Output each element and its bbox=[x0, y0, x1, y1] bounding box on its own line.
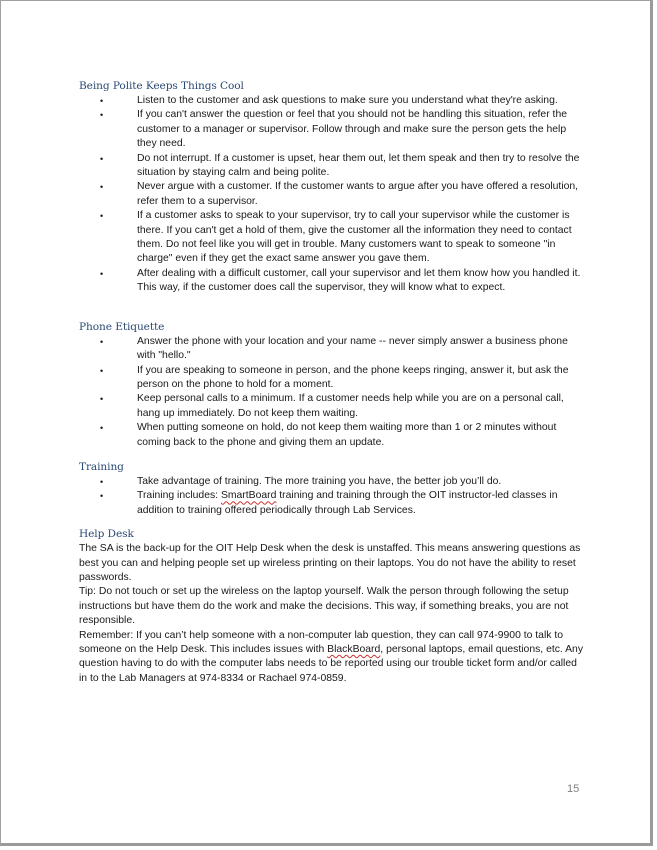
bullet-icon: • bbox=[100, 182, 104, 193]
spellcheck-flagged-word[interactable]: SmartBoard bbox=[220, 490, 277, 502]
bullet-icon: • bbox=[100, 423, 104, 434]
list-item: • Never argue with a customer. If the customer wants to argue after you have offered a resolution, refer them to a supervisor. bbox=[100, 181, 579, 207]
bullet-icon: • bbox=[100, 336, 104, 347]
paragraph: Remember: If you can’t help someone with a non-computer lab question, they can call 974-9900 to talk to someone on the Help Desk. This includes issues with BlackBoard, personal laptops, email questions, etc. Any question having to do with the computer labs needs to be reported using our trouble ticket form and/or called in to the Lab Managers at 974-8334 or Rachael 974-0859. bbox=[79, 629, 584, 684]
section-heading-help-desk: Help Desk bbox=[79, 528, 134, 541]
bullet-list-being-polite bbox=[79, 94, 584, 296]
list-item: • Keep personal calls to a minimum. If a customer needs help while you are on a personal call, hang up immediately. Do not keep them waiting. bbox=[100, 393, 564, 419]
paragraph: The SA is the back-up for the OIT Help Desk when the desk is unstaffed. This means answering questions as best you can and helping people set up wireless printing on their laptops. You do not have the ability to reset passwords. bbox=[79, 543, 581, 583]
bullet-icon: • bbox=[100, 394, 104, 405]
section-heading-phone-etiquette: Phone Etiquette bbox=[79, 320, 165, 333]
page-number: 15 bbox=[567, 783, 580, 795]
paragraph: Tip: Do not touch or set up the wireless on the laptop yourself. Walk the person through following the setup instructions but have them do the work and make the decisions. This way, if something breaks, you are not responsible. bbox=[79, 586, 569, 627]
spellcheck-flagged-word[interactable]: BlackBoard bbox=[327, 644, 381, 655]
bullet-list-phone-etiquette bbox=[79, 335, 584, 450]
list-item: • Do not interrupt. If a customer is upset, hear them out, let them speak and then try to resolve the situation by staying calm and being polite. bbox=[100, 152, 580, 179]
list-item: • Training includes: SmartBoard training and training through the OIT instructor-led classes in addition to training offered periodically through Lab Services. bbox=[100, 490, 558, 516]
bullet-icon: • bbox=[100, 491, 104, 502]
list-item: • When putting someone on hold, do not keep them waiting more than 1 or 2 minutes without coming back to the phone and giving them an update. bbox=[100, 422, 557, 448]
bullet-icon: • bbox=[100, 476, 104, 487]
bullet-icon: • bbox=[100, 110, 104, 121]
list-item: • If a customer asks to speak to your supervisor, try to call your supervisor while the customer is there. If you can't get a hold of them, give the customer all the information they need to contact them. Do not feel like you will get in trouble. Many customers want to speak to someone "in charge" even if they get the exact same answer you gave them. bbox=[100, 210, 572, 265]
page-body bbox=[79, 78, 584, 686]
list-item: • If you are speaking to someone in person, and the phone keeps ringing, answer it, but ask the person on the phone to hold for a moment. bbox=[100, 364, 569, 390]
bullet-icon: • bbox=[100, 211, 104, 222]
list-item: • Take advantage of training. The more training you have, the better job you’ll do. bbox=[79, 475, 584, 489]
spacer bbox=[79, 518, 584, 526]
bullet-icon: • bbox=[100, 96, 104, 106]
list-item: • After dealing with a difficult customer, call your supervisor and let them know how you handled it. This way, if the customer does call the supervisor, they will know what to expect. bbox=[100, 267, 581, 294]
bullet-list-training bbox=[79, 475, 584, 518]
list-item: • If you can't answer the question or feel that you should not be handling this situation, refer the customer to a manager or supervisor. Follow through and make sure the person gets the help they need. bbox=[100, 109, 568, 150]
list-item: • Listen to the customer and ask questions to make sure you understand what they're asking. bbox=[79, 94, 584, 108]
bullet-icon: • bbox=[100, 153, 104, 164]
bullet-icon: • bbox=[100, 268, 104, 279]
section-heading-being-polite: Being Polite Keeps Things Cool bbox=[79, 80, 244, 92]
section-heading-training: Training bbox=[79, 460, 124, 473]
list-item: • Answer the phone with your location and your name -- never simply answer a business phone with "hello." bbox=[100, 335, 568, 362]
spacer bbox=[79, 296, 584, 319]
bullet-icon: • bbox=[100, 365, 104, 376]
spacer bbox=[79, 450, 584, 459]
